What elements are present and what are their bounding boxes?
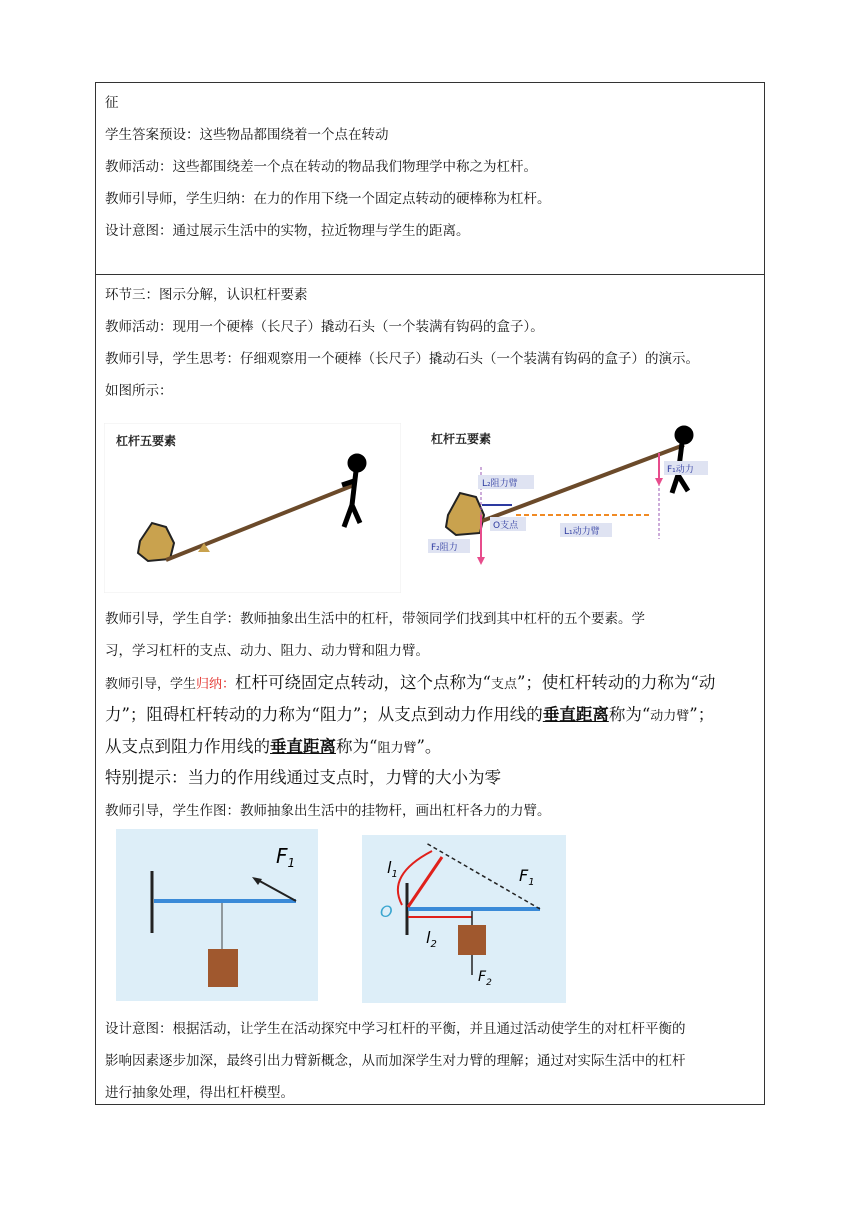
text-line: 教师引导，学生作图：教师抽象出生活中的挂物杆，画出杠杆各力的力臂。 (105, 803, 551, 819)
label-l2: L₂阻力臂 (482, 479, 518, 489)
text-line: 教师引导师，学生归纳：在力的作用下绕一个固定点转动的硬棒称为杠杆。 (105, 191, 551, 207)
label-f2: F₂阻力 (431, 543, 458, 553)
lever-figure-simple (104, 423, 401, 593)
summary-line-2: 力”；阻碍杠杆转动的力称为“阻力”；从支点到动力作用线的垂直距离称为“动力臂”； (105, 705, 715, 724)
summary-line-3: 从支点到阻力作用线的垂直距离称为“阻力臂”。 (105, 737, 442, 756)
text-line: 教师活动：现用一个硬棒（长尺子）撬动石头（一个装满有钩码的盒子）。 (105, 319, 544, 335)
underline-text: 垂直距离 (270, 737, 336, 756)
label-f1: $F_1$ (276, 844, 296, 870)
table-row-1 (96, 83, 764, 275)
text-line: 习，学习杠杆的支点、动力、阻力、动力臂和阻力臂。 (105, 643, 429, 659)
label-f1: $F_1$ (519, 866, 535, 888)
label-o: O (380, 902, 393, 921)
lesson-table (95, 82, 765, 1105)
section-title: 环节三：图示分解，认识杠杆要素 (105, 287, 308, 303)
label-l2: $l_2$ (426, 928, 437, 950)
special-tip: 特别提示：当力的作用线通过支点时，力臂的大小为零 (105, 768, 501, 787)
stick-figure-icon (672, 428, 691, 493)
label-f1: F₁动力 (667, 465, 694, 475)
text-line: 学生答案预设：这些物品都围绕着一个点在转动 (105, 127, 389, 143)
label-f2: $F_2$ (478, 969, 492, 988)
hanging-rod-figure (116, 829, 318, 1001)
text-line: 设计意图：通过展示生活中的实物，拉近物理与学生的距离。 (105, 223, 470, 239)
text-line: 设计意图：根据活动，让学生在活动探究中学习杠杆的平衡，并且通过活动使学生的对杠杆平衡的 (105, 1021, 686, 1037)
summary-line-1: 教师引导，学生归纳：杠杆可绕固定点转动，这个点称为“支点”；使杠杆转动的力称为“动 (105, 673, 716, 692)
text-line: 教师活动：这些都围绕差一个点在转动的物品我们物理学中称之为杠杆。 (105, 159, 537, 175)
hanging-rod-arms-figure (362, 835, 566, 1003)
label-l1: $l_1$ (387, 858, 398, 880)
figure-title: 杠杆五要素 (431, 432, 492, 446)
arrow-head-icon (655, 478, 663, 486)
highlight-text: 归纳： (196, 677, 236, 692)
figure-title: 杠杆五要素 (116, 434, 177, 448)
text-line: 影响因素逐步加深，最终引出力臂新概念，从而加深学生对力臂的理解；通过对实际生活中的杠杆 (105, 1053, 686, 1069)
underline-text: 垂直距离 (542, 705, 609, 724)
text-line: 教师引导，学生思考：仔细观察用一个硬棒（长尺子）撬动石头（一个装满有钩码的盒子）的演示。 (105, 351, 699, 367)
text-line: 征 (105, 95, 119, 111)
weight-box (208, 949, 238, 987)
text-line: 教师引导，学生自学：教师抽象出生活中的杠杆，带领同学们找到其中杠杆的五个要素。学 (105, 611, 645, 627)
lever-figure-labeled (426, 423, 746, 583)
label-l1: L₁动力臂 (564, 527, 600, 537)
label-o: O支点 (493, 521, 519, 531)
weight-box (458, 925, 486, 955)
text-line: 进行抽象处理，得出杠杆模型。 (105, 1085, 294, 1101)
rock-icon (446, 493, 484, 535)
text-line: 如图所示： (105, 383, 173, 399)
arrow-head-icon (477, 557, 485, 565)
